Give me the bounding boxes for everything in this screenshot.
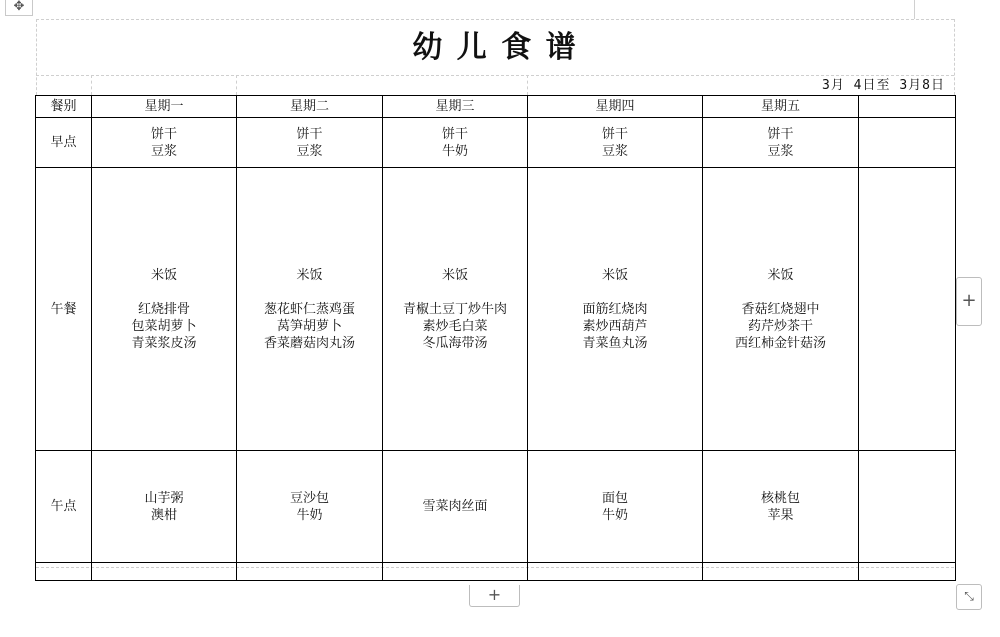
meal-label[interactable]: 早点: [36, 118, 92, 168]
table-cell[interactable]: [703, 563, 859, 581]
header-tuesday[interactable]: 星期二: [237, 96, 383, 118]
table-row: [36, 168, 956, 451]
table-cell[interactable]: [237, 563, 383, 581]
header-friday[interactable]: 星期五: [703, 96, 859, 118]
table-cell[interactable]: 米饭 葱花虾仁蒸鸡蛋 莴笋胡萝卜 香菜蘑菇肉丸汤: [237, 168, 383, 451]
table-cell[interactable]: [383, 563, 528, 581]
add-row-button[interactable]: +: [469, 585, 520, 607]
table-cell[interactable]: [92, 563, 237, 581]
header-thursday[interactable]: 星期四: [528, 96, 703, 118]
meal-label[interactable]: 午点: [36, 451, 92, 563]
table-cell[interactable]: 面包 牛奶: [528, 451, 703, 563]
table-cell[interactable]: 饼干 豆浆: [237, 118, 383, 168]
header-meal[interactable]: 餐别: [36, 96, 92, 118]
table-cell[interactable]: 山芋粥 澳柑: [92, 451, 237, 563]
add-column-button[interactable]: +: [956, 277, 982, 326]
divider: [914, 0, 915, 19]
table-cell[interactable]: 核桃包 苹果: [703, 451, 859, 563]
table-cell[interactable]: 豆沙包 牛奶: [237, 451, 383, 563]
page-title: 幼 儿 食 谱: [412, 30, 578, 65]
header-monday[interactable]: 星期一: [92, 96, 237, 118]
guide-line: [91, 75, 92, 95]
table-header-row: [36, 96, 956, 118]
table-move-handle-icon[interactable]: ✥: [5, 0, 33, 16]
table-cell[interactable]: 米饭 青椒土豆丁炒牛肉 素炒毛白菜 冬瓜海带汤: [383, 168, 528, 451]
table-cell[interactable]: 米饭 面筋红烧肉 素炒西葫芦 青菜鱼丸汤: [528, 168, 703, 451]
table-cell[interactable]: [859, 118, 956, 168]
table-cell[interactable]: 米饭 香菇红烧翅中 药芹炒茶干 西红柿金针菇汤: [703, 168, 859, 451]
guide-line: [954, 19, 955, 95]
table-row: [36, 563, 956, 581]
header-extra[interactable]: [859, 96, 956, 118]
menu-table: [35, 95, 956, 581]
table-cell[interactable]: 饼干 豆浆: [703, 118, 859, 168]
date-range: 3月 4日至 3月8日: [822, 78, 945, 93]
meal-label[interactable]: 午餐: [36, 168, 92, 451]
header-wednesday[interactable]: 星期三: [383, 96, 528, 118]
guide-line: [36, 19, 954, 20]
table-row: [36, 118, 956, 168]
table-cell[interactable]: [859, 563, 956, 581]
table-row: [36, 451, 956, 563]
table-cell[interactable]: [528, 563, 703, 581]
table-cell[interactable]: 饼干 豆浆: [92, 118, 237, 168]
guide-line: [527, 75, 528, 95]
guide-line: [36, 75, 954, 76]
table-cell[interactable]: [859, 168, 956, 451]
table-cell[interactable]: 饼干 牛奶: [383, 118, 528, 168]
table-cell[interactable]: [859, 451, 956, 563]
guide-line: [236, 75, 237, 95]
meal-label[interactable]: [36, 563, 92, 581]
resize-icon[interactable]: ⤡: [956, 584, 982, 610]
table-cell[interactable]: 雪菜肉丝面: [383, 451, 528, 563]
table-cell[interactable]: 米饭 红烧排骨 包菜胡萝卜 青菜浆皮汤: [92, 168, 237, 451]
table-cell[interactable]: 饼干 豆浆: [528, 118, 703, 168]
